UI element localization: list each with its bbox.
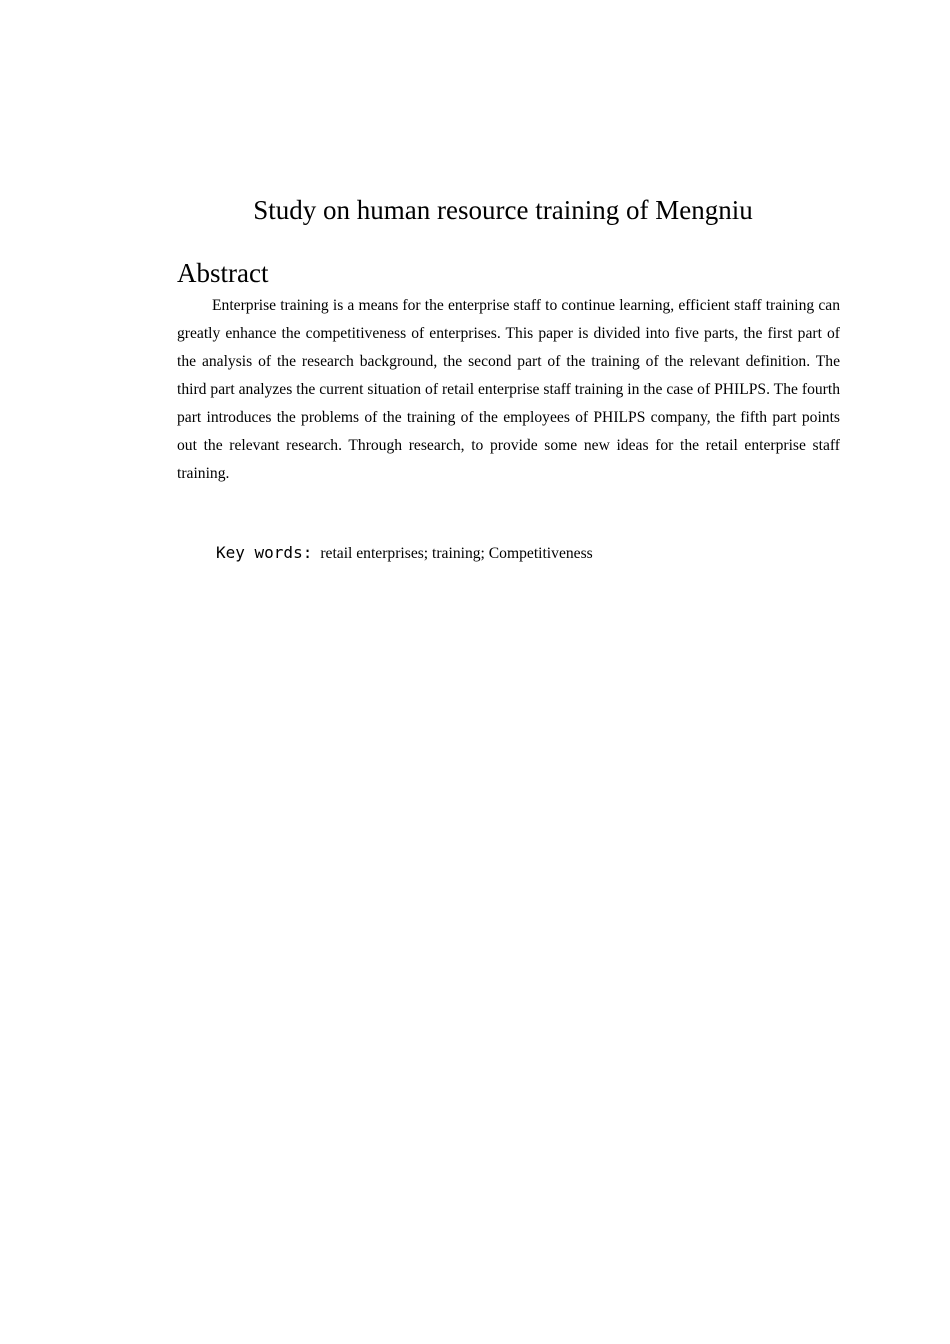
abstract-heading: Abstract [177, 258, 269, 288]
abstract-body: Enterprise training is a means for the enterprise staff to continue learning, efficient staff training can greatly enhance the competitiveness of enterprises. This paper is divided into five parts, the first part of the analysis of the research background, the second part of the training of the relevant definition. The third part analyzes the current situation of retail enterprise staff training in the case of PHILPS. The fourth part introduces the problems of the training of the employees of PHILPS company, the fifth part points out the relevant research. Through research, to provide some new ideas for the retail enterprise staff training. [177, 297, 840, 482]
keywords-value: retail enterprises; training; Competitiveness [320, 545, 593, 562]
keywords-line [216, 540, 593, 567]
keywords-label: Key words: [216, 543, 313, 562]
page-title: Study on human resource training of Mengniu [253, 195, 753, 225]
